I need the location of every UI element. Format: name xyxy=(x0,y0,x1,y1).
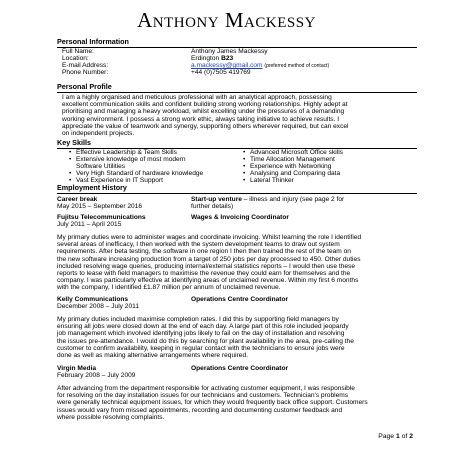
job-description-line: My primary duties included maximise completion rates. I did this by supporting field managers by xyxy=(57,316,339,323)
skill-item: • Effective Leadership & Team Skills xyxy=(76,149,177,156)
skill-item-continuation: Software Utilities xyxy=(76,163,126,170)
profile-paragraph xyxy=(62,94,414,137)
profile-line: working environment. I possess a strong work ethic, always taking initiative to achieve results. I xyxy=(62,115,340,123)
label-location: Location: xyxy=(62,55,89,62)
job-company: Kelly Communications xyxy=(57,296,129,303)
job-description xyxy=(57,234,417,292)
label-email: E-mail Address: xyxy=(62,62,109,69)
section-title-key-skills: Key Skills xyxy=(57,138,417,149)
career-break-heading: Career break xyxy=(57,196,98,203)
career-break-role-note: – illness and injury (see page 2 for xyxy=(241,196,345,203)
job-description-line: the issues pre-attendance. I would do this by searching for plant availability in the area, pre-calling the xyxy=(57,337,354,345)
career-break-role-title: Start-up venture xyxy=(191,196,242,203)
label-full-name: Full Name: xyxy=(62,48,94,55)
phone-value: +44 (0)7505 419769 xyxy=(191,69,251,76)
page-label: Page xyxy=(378,433,396,440)
job-description-line: job management which involved identifying jobs likely to fail on the day of installation and resolving xyxy=(57,330,345,338)
job-description xyxy=(57,316,417,359)
profile-line: appreciate the value of teamwork and synergy, supporting others wherever required, but can excel xyxy=(62,122,349,130)
job-description xyxy=(57,385,417,421)
profile-line: prioritising and managing a heavy workload, whilst excelling under the pressures of a demanding xyxy=(62,108,345,116)
job-description-line: issues would vary from missed appointments, recording and documenting customer feedback and xyxy=(57,406,343,414)
skill-item: • Time Allocation Management xyxy=(250,156,335,163)
skill-item: • Analysing and Comparing data xyxy=(250,170,340,177)
profile-line: excellent communication skills and confident building strong working relationships. Highly adept at xyxy=(62,101,348,109)
job-description-line: included resolving wage queries, producing internal/external statistics reports – I would then use these xyxy=(57,262,355,270)
skill-item: • Lateral Thinker xyxy=(250,177,294,184)
career-break-role-note-continued: further details) xyxy=(191,203,234,210)
job-description-line: for resolving on the day installation issues for our technicians and customers. Technician's problems xyxy=(57,392,349,400)
section-title-employment-history: Employment History xyxy=(57,183,417,194)
job-dates: February 2008 – July 2009 xyxy=(57,372,136,379)
profile-line: I am a highly organised and meticulous professional with an analytical approach, possessing xyxy=(62,94,332,101)
job-description-line: customer to confirm availability, keeping in regular contact with the technicians to ensure jobs were xyxy=(57,344,345,352)
job-description-line: with the company, I identified £1.87 million per annum of unclaimed revenue. xyxy=(57,284,281,292)
section-title-personal-information: Personal Information xyxy=(57,37,417,48)
job-company: Fujitsu Telecommunications xyxy=(57,214,146,221)
page-current: 1 xyxy=(395,433,400,440)
job-description-line: where possible resolving complaints. xyxy=(57,413,165,421)
skill-item: • Experience with Networking xyxy=(250,163,331,170)
job-description-line: After advancing from the department responsible for activating customer equipment, I was responsible xyxy=(57,385,355,392)
location-town: Erdington xyxy=(191,55,220,62)
career-break-dates: May 2015 – September 2016 xyxy=(57,203,143,210)
section-title-personal-profile: Personal Profile xyxy=(57,82,417,93)
location-postcode: B23 xyxy=(221,55,234,62)
job-description-line: company. I was particularly effective at identifying areas of unclaimed revenue. Within my first 6 months xyxy=(57,277,359,285)
page-number xyxy=(378,433,413,440)
email-note: (preferred method of contact) xyxy=(264,63,330,69)
job-description-line: requirements. After beta testing, the software in one region I then then trained the rest of the team on xyxy=(57,248,351,256)
candidate-name: Anthony Mackessy xyxy=(137,8,316,32)
job-role: Operations Centre Coordinator xyxy=(191,365,289,372)
skill-item: • Extensive knowledge of most modern xyxy=(76,156,186,163)
page-total: 2 xyxy=(409,433,413,440)
job-description-line: My primary duties were to administer wages and coordinate invoicing. Whilst learning the role I identified xyxy=(57,234,362,241)
skill-item: • Vast Experience in IT Support xyxy=(76,177,163,184)
job-description-line: the new software increasing production from a target of 250 jobs per day processed to 450. Other duties xyxy=(57,255,361,263)
job-role: Wages & Invoicing Coordinator xyxy=(191,214,289,221)
job-description-line: reports to lease with field managers to maximise the revenue they could earn for themselves and the xyxy=(57,270,351,278)
full-name-value: Anthony James Mackessy xyxy=(191,48,268,55)
skill-item: • Very High Standard of hardware knowledge xyxy=(76,170,203,177)
job-description-line: ensuring all jobs were closed down at the end of each day. A large part of this role included jeopardy xyxy=(57,323,349,331)
job-description-line: several areas of inefficacy, I then worked with the system development teams to draw out system xyxy=(57,241,340,249)
email-link[interactable]: a.mackessy@gmail.com xyxy=(191,62,263,69)
job-dates: December 2008 – July 2011 xyxy=(57,303,139,310)
job-role: Operations Centre Coordinator xyxy=(191,296,289,303)
job-dates: July 2011 – April 2015 xyxy=(57,221,122,228)
job-description-line: done as well as making alternative arrangements where required. xyxy=(57,352,248,360)
skill-item: • Advanced Microsoft Office skills xyxy=(250,149,343,156)
job-company: Virgin Media xyxy=(57,365,97,372)
job-description-line: were generally technical equipment issues, for which they would frequently back office support. Customers xyxy=(57,399,368,407)
label-phone: Phone Number: xyxy=(62,69,109,76)
page-of: of xyxy=(399,433,410,440)
profile-line: on independent projects. xyxy=(62,130,135,138)
